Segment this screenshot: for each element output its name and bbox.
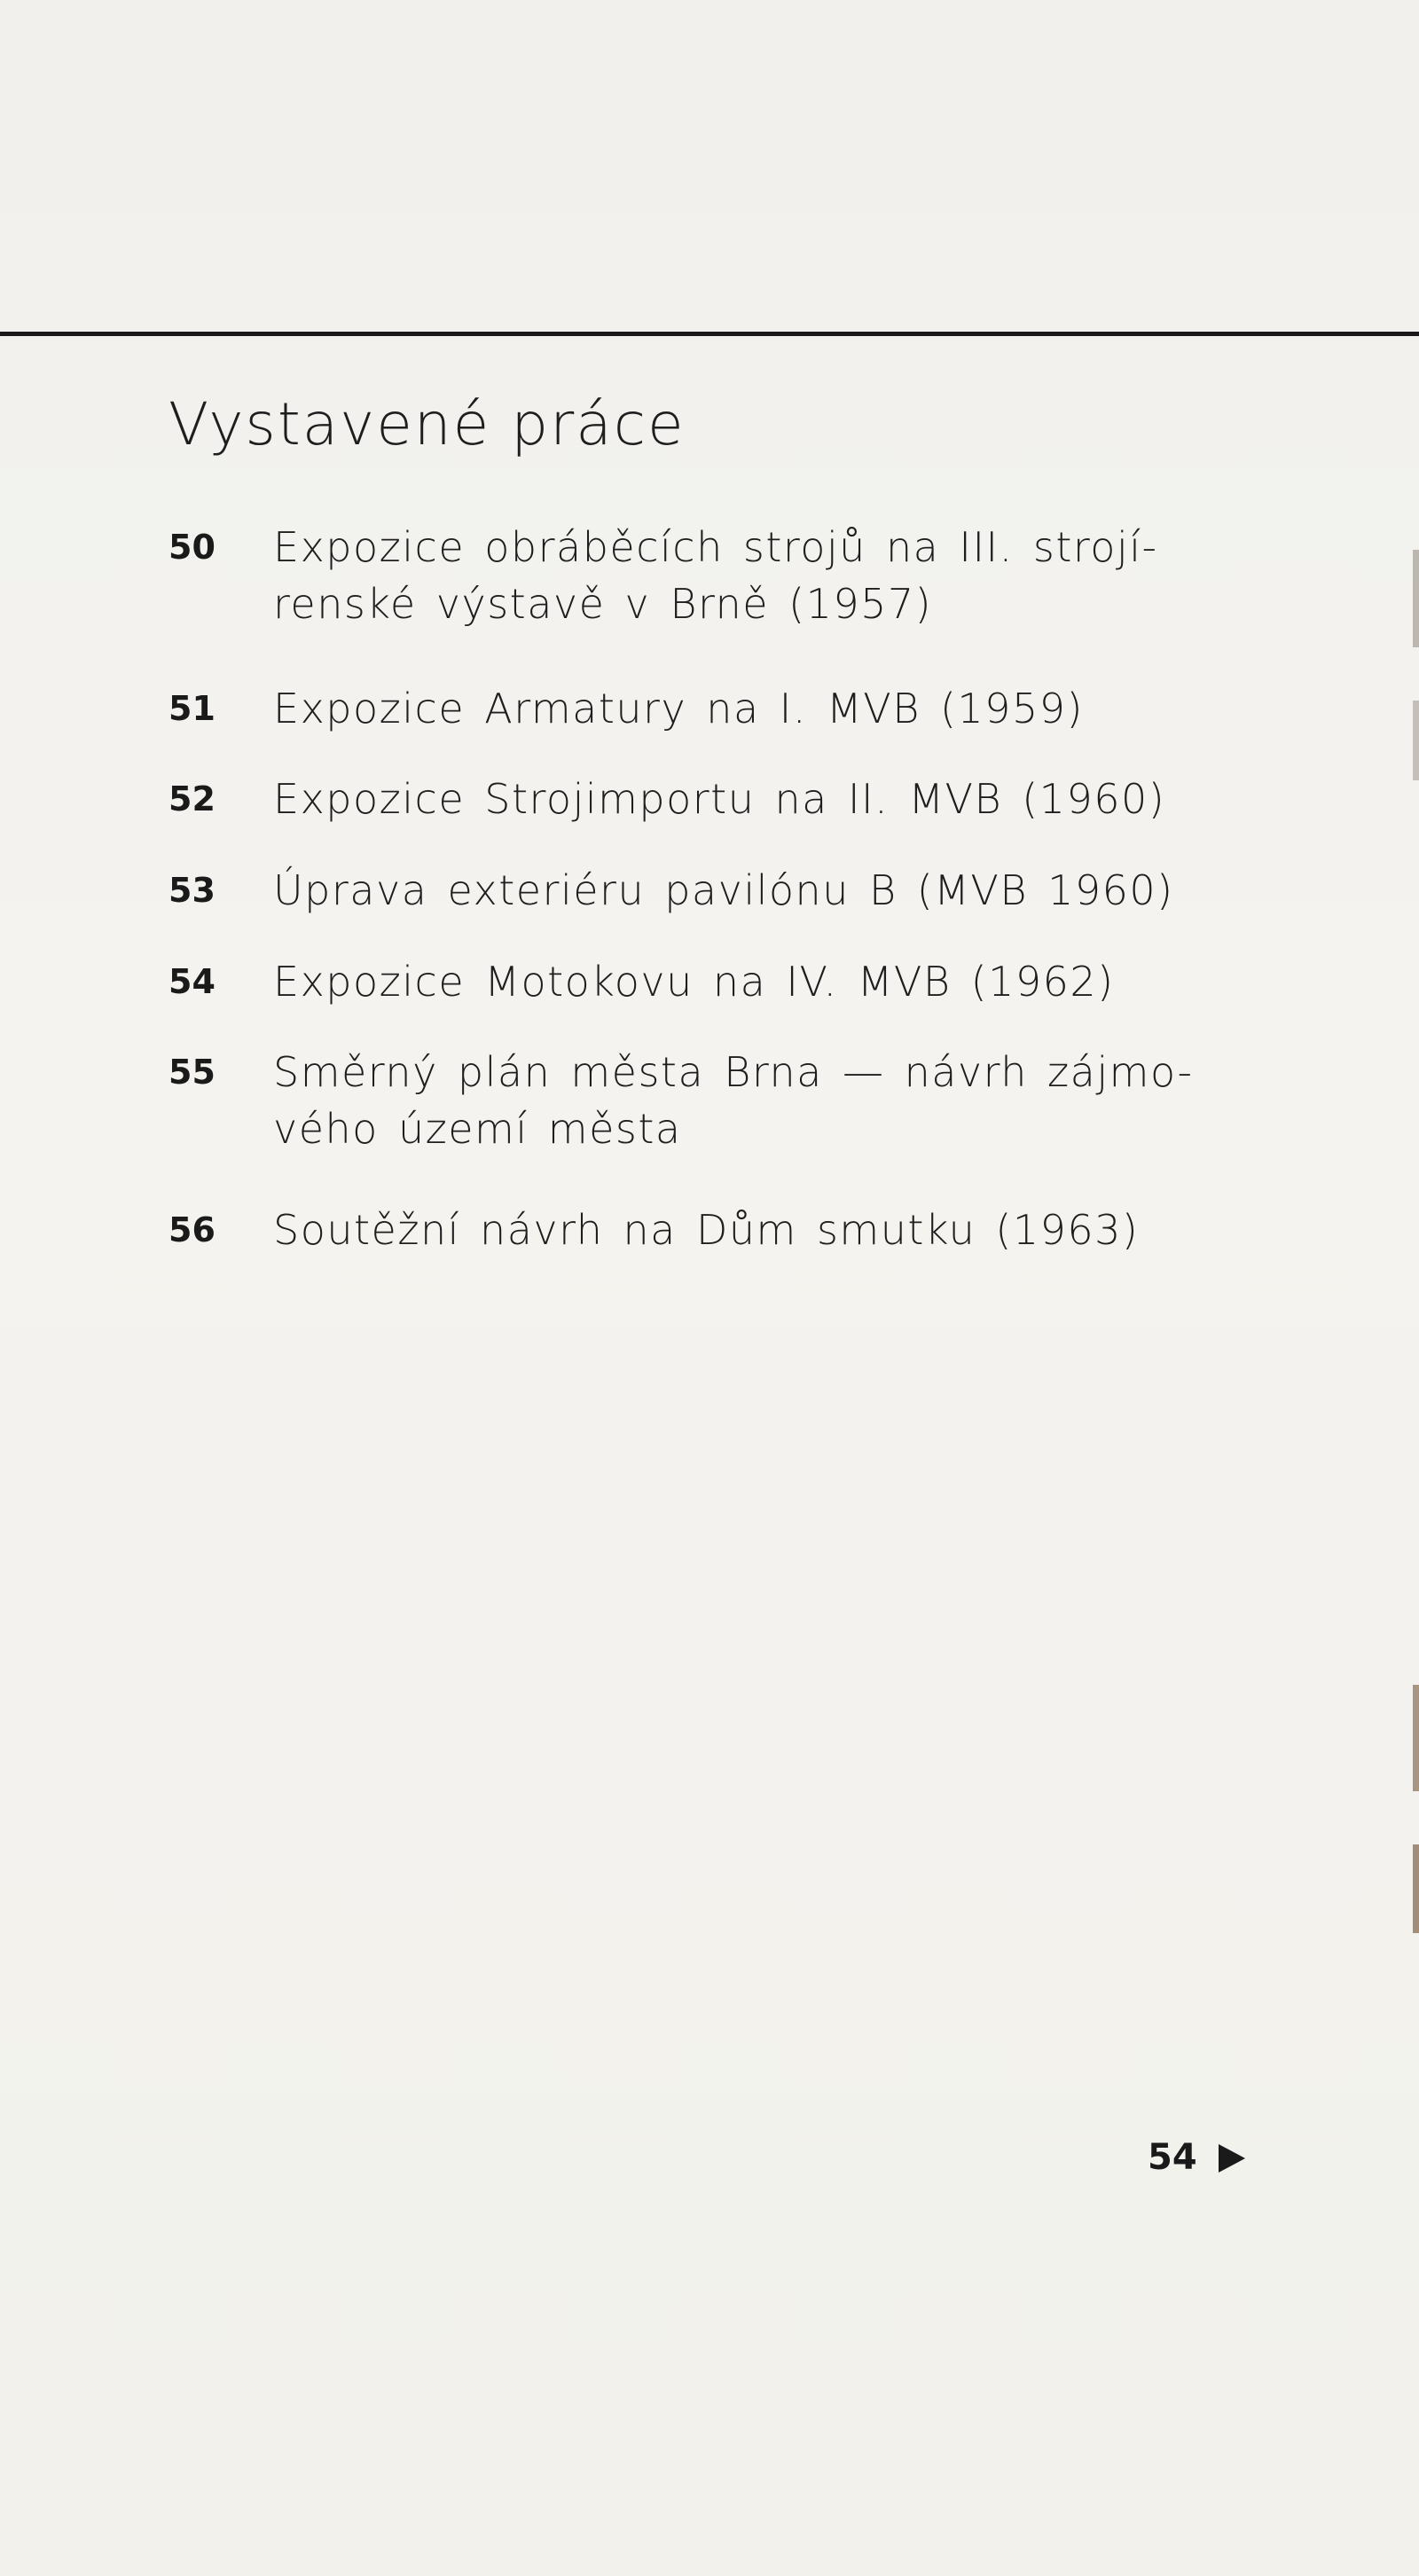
entry-line: Směrný plán města Brna — návrh zájmo- bbox=[273, 1048, 1194, 1096]
page-edge-mark bbox=[1413, 701, 1419, 780]
entry-text bbox=[273, 519, 1293, 632]
entry-number: 55 bbox=[169, 1053, 216, 1092]
page-edge-mark bbox=[1413, 550, 1419, 647]
page-edge-mark bbox=[1413, 1844, 1419, 1933]
entry-line: Expozice Armatury na I. MVB (1959) bbox=[273, 685, 1084, 732]
entry-number: 52 bbox=[169, 779, 216, 818]
entry-line: vého území města bbox=[273, 1105, 682, 1153]
entry-text bbox=[273, 1044, 1293, 1157]
entry-line: Expozice obráběcích strojů na III. strojí- bbox=[273, 523, 1158, 571]
page-edge-mark bbox=[1413, 1685, 1419, 1791]
entry-number: 53 bbox=[169, 871, 216, 910]
entry-text bbox=[273, 680, 1293, 737]
entry-line: renské výstavě v Brně (1957) bbox=[273, 580, 933, 628]
entry-line: Expozice Strojimportu na II. MVB (1960) bbox=[273, 775, 1166, 823]
entry-text bbox=[273, 953, 1293, 1010]
entry-text bbox=[273, 771, 1293, 827]
entry-number: 54 bbox=[169, 962, 216, 1001]
entry-line: Expozice Motokovu na IV. MVB (1962) bbox=[273, 958, 1115, 1006]
entry-line: Soutěžní návrh na Dům smutku (1963) bbox=[273, 1206, 1140, 1254]
page-title: Vystavené práce bbox=[169, 390, 686, 458]
page-number: 54 bbox=[1148, 2137, 1197, 2178]
entry-text bbox=[273, 862, 1293, 919]
entry-line: Úprava exteriéru pavilónu B (MVB 1960) bbox=[273, 866, 1174, 914]
entry-number: 51 bbox=[169, 689, 216, 728]
entry-number: 50 bbox=[169, 528, 216, 567]
entry-text bbox=[273, 1202, 1293, 1258]
triangle-right-icon bbox=[1219, 2144, 1245, 2173]
entry-number: 56 bbox=[169, 1210, 216, 1249]
